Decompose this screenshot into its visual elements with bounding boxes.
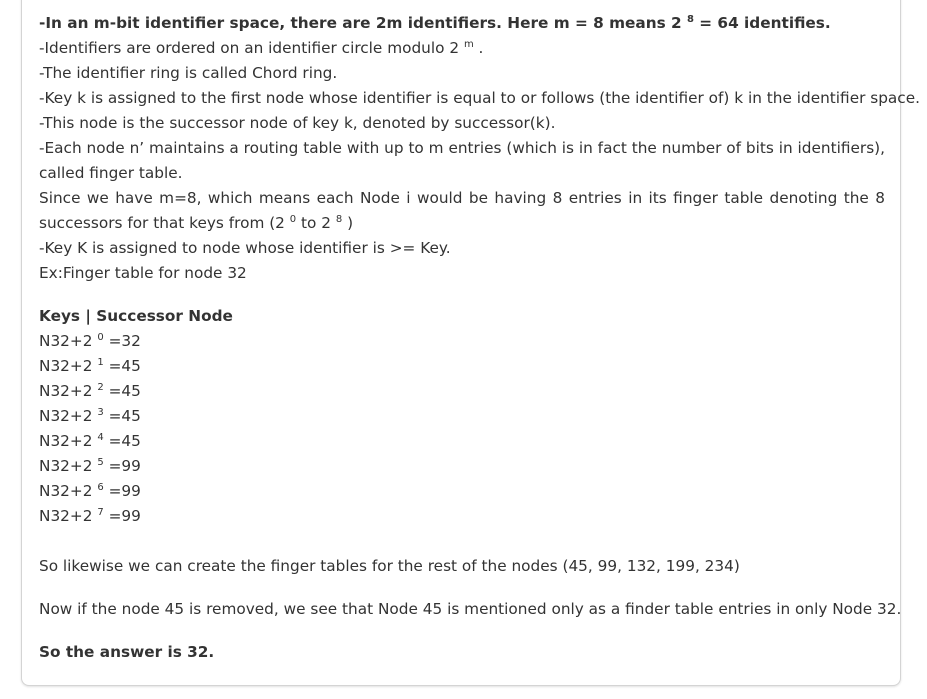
finger-table-row: N32+2 $^3$ =45 [39,407,141,425]
intro-line-3: -The identifier ring is called Chord ring. [39,64,338,82]
conclusion-para-2: Now if the node 45 is removed, we see that Node 45 is mentioned only as a finder table entries in only Node 32. [39,600,902,618]
intro-line-6: -Each node n’ maintains a routing table with up to m entries (which is in fact the number of bits in identifiers), called finger table. [39,139,885,182]
answer-body [39,11,920,665]
intro-line-1: -In an m-bit identifier space, there are 2m identifiers. Here m = 8 means 2 $^8$ = 64 identifies. [39,14,831,32]
finger-table-row: N32+2 $^5$ =99 [39,457,141,475]
intro-line-8: -Key K is assigned to node whose identifier is >= Key. [39,239,451,257]
intro-line-9: Ex:Finger table for node 32 [39,264,247,282]
finger-table-row: N32+2 $^4$ =45 [39,432,141,450]
finger-table [39,329,885,529]
finger-table-row: N32+2 $^7$ =99 [39,507,141,525]
finger-table-row: N32+2 $^2$ =45 [39,382,141,400]
finger-table-row: N32+2 $^6$ =99 [39,482,141,500]
intro-line-2: -Identifiers are ordered on an identifier circle modulo 2 $^m$ . [39,39,484,57]
finger-table-row: N32+2 $^1$ =45 [39,357,141,375]
finger-table-header: Keys | Successor Node [39,307,233,325]
finger-table-row: N32+2 $^0$ =32 [39,332,141,350]
intro-line-4: -Key k is assigned to the first node whose identifier is equal to or follows (the identifier of) k in the identifier space. [39,89,920,107]
intro-line-7: Since we have m=8, which means each Node i would be having 8 entries in its finger table denoting the 8 successors for that keys from (2 $^0$ to 2 $^8$ ) [39,189,885,232]
intro-line-5: -This node is the successor node of key k, denoted by successor(k). [39,114,556,132]
final-answer: So the answer is 32. [39,643,215,661]
conclusion-para-1: So likewise we can create the finger tables for the rest of the nodes (45, 99, 132, 199, 234) [39,557,740,575]
